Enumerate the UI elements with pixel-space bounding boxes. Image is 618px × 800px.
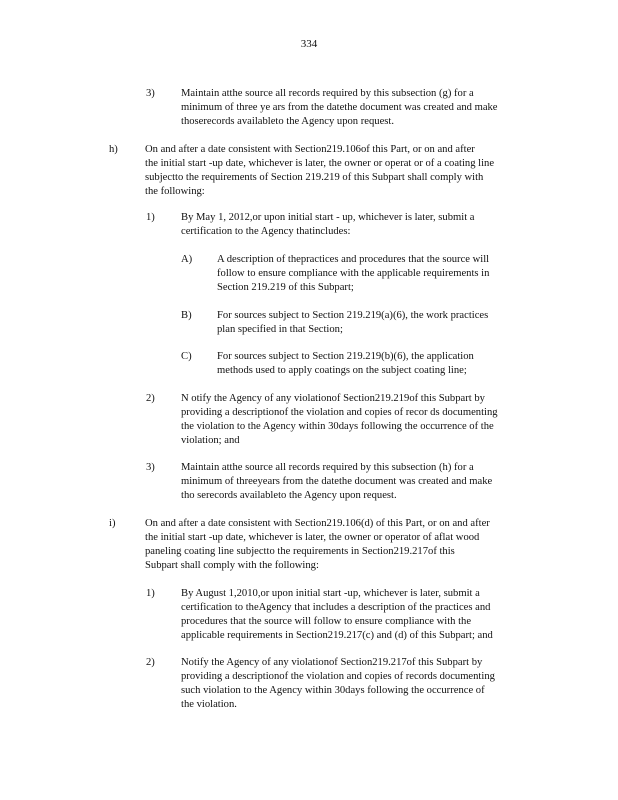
text-line: For sources subject to Section 219.219(a)(6), the work practices	[217, 310, 489, 321]
item-label: B)	[181, 310, 192, 321]
page-number: 334	[300, 38, 318, 50]
text-line: certification to theAgency that includes a description of the practices and	[181, 602, 491, 613]
item-text	[145, 143, 535, 199]
item-label: 2)	[146, 393, 155, 404]
text-line: tho serecords availableto the Agency upon request.	[181, 490, 397, 501]
item-text	[181, 211, 535, 239]
item-label: 3)	[146, 462, 155, 473]
text-line: On and after a date consistent with Section219.106(d) of this Part, or on and after	[145, 518, 490, 529]
text-line: methods used to apply coatings on the subject coating line;	[217, 365, 467, 376]
text-line: Section 219.219 of this Subpart;	[217, 282, 354, 293]
text-line: By August 1,2010,or upon initial start -up, whichever is later, submit a	[181, 588, 480, 599]
text-line: N otify the Agency of any violationof Section219.219of this Subpart by	[181, 393, 485, 404]
item-label: C)	[181, 351, 192, 362]
text-line: such violation to the Agency within 30days following the occurrence of	[181, 685, 485, 696]
item-text	[181, 461, 535, 503]
item-text	[181, 392, 539, 448]
text-line: plan specified in that Section;	[217, 324, 343, 335]
text-line: providing a descriptionof the violation and copies of records documenting	[181, 671, 495, 682]
item-label: 2)	[146, 657, 155, 668]
item-label: 3)	[146, 88, 155, 99]
text-line: For sources subject to Section 219.219(b)(6), the application	[217, 351, 474, 362]
text-line: the violation to the Agency within 30days following the occurrence of the	[181, 421, 494, 432]
item-text	[181, 587, 535, 643]
text-line: minimum of threeyears from the datethe document was created and make	[181, 476, 493, 487]
text-line: Notify the Agency of any violationof Section219.217of this Subpart by	[181, 657, 483, 668]
text-line: Maintain atthe source all records required by this subsection (g) for a	[181, 88, 474, 99]
text-line: paneling coating line subjectto the requirements in Section219.217of this	[145, 546, 455, 557]
text-line: the following:	[145, 186, 205, 197]
text-line: procedures that the source will follow to ensure compliance with the	[181, 616, 472, 627]
item-label: A)	[181, 254, 193, 265]
text-line: applicable requirements in Section219.217(c) and (d) of this Subpart; and	[181, 630, 493, 641]
item-text	[181, 87, 535, 129]
text-line: the initial start -up date, whichever is later, the owner or operat or of a coating line	[145, 158, 495, 169]
item-text	[181, 656, 531, 712]
text-line: On and after a date consistent with Section219.106of this Part, or on and after	[145, 144, 475, 155]
text-line: follow to ensure compliance with the applicable requirements in	[217, 268, 490, 279]
item-text	[217, 253, 530, 295]
text-line: certification to the Agency thatincludes:	[181, 226, 351, 237]
text-line: thoserecords availableto the Agency upon request.	[181, 116, 394, 127]
text-line: providing a descriptionof the violation and copies of recor ds documenting	[181, 407, 498, 418]
text-line: A description of thepractices and procedures that the source will	[217, 254, 490, 265]
item-label: 1)	[146, 588, 155, 599]
text-line: By May 1, 2012,or upon initial start - up, whichever is later, submit a	[181, 212, 475, 223]
item-label: h)	[109, 144, 118, 155]
text-line: minimum of three ye ars from the datethe document was created and make	[181, 102, 498, 113]
text-line: the violation.	[181, 699, 237, 710]
text-line: violation; and	[181, 435, 240, 446]
text-line: subjectto the requirements of Section 219.219 of this Subpart shall comply with	[145, 172, 484, 183]
text-line: Maintain atthe source all records required by this subsection (h) for a	[181, 462, 474, 473]
text-line: the initial start -up date, whichever is later, the owner or operator of aflat wood	[145, 532, 480, 543]
item-text	[217, 309, 519, 337]
item-label: i)	[109, 518, 116, 529]
item-label: 1)	[146, 212, 155, 223]
item-text	[217, 350, 499, 378]
text-line: Subpart shall comply with the following:	[145, 560, 319, 571]
item-text	[145, 517, 535, 573]
